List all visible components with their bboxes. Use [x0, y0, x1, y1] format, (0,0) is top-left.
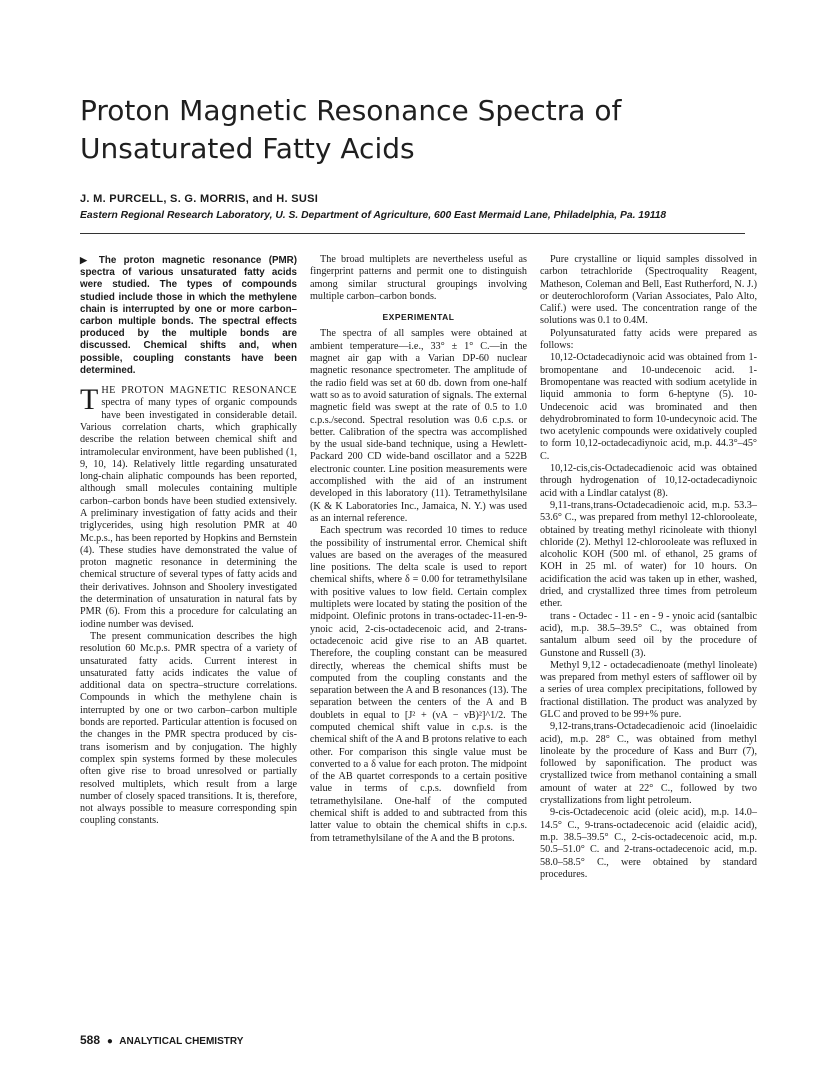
paragraph-santalbic: trans - Octadec - 11 - en - 9 - ynoic acid (santalbic acid), m.p. 38.5–39.5° C., was obtained from santalum album seed oil by the procedure of Gunstone and Russell (3). — [540, 610, 757, 659]
header-divider — [80, 233, 745, 234]
abstract — [80, 254, 297, 377]
intro-body-1: spectra of many types of organic compounds have been investigated in considerable detail. Various correlation charts, which graphically describe the relation between chemical shift and intramolecular environment, have been published (1, 9, 10, 14). Relatively little regarding unsaturated long-chain aliphatic compounds has been reported, although small molecules containing multiple carbon–carbon bonds have been studied extensively. A preliminary investigation of fatty acids and their triglycerides, using high resolution PMR at 40 Mc.p.s., has been reported by Hopkins and Bernstein (4). These studies have demonstrated the value of proton magnetic resonance in determining the chemical structure of several types of fatty acids and their derivatives. Johnson and Shoolery investigated the determination of unsaturation in natural fats by PMR (6). From this a procedure for calculating an iodine number was devised. — [80, 397, 297, 630]
column-3 — [540, 254, 757, 881]
paragraph-diynoic: 10,12-Octadecadiynoic acid was obtained from 1-bromopentane and 10-undecenoic acid. 1-Bromopentane was reacted with sodium acetylide in liquid ammonia to form 6-heptyne (5). 10-Undecenoic acid was brominated and then dehydrobrominated to form 10-undecynoic acid. The two acetylenic compounds were oxidatively coupled to form 10,12-octadecadiynoic acid, m.p. 44.3°–45° C. — [540, 352, 757, 462]
paragraph-trans-trans-9-11: 9,11-trans,trans-Octadecadienoic acid, m.p. 53.3–53.6° C., was prepared from methyl 12-chlorooleate, obtained by treating methyl ricinoleate with thionyl chloride (2). Methyl 12-chlorooleate was refluxed in alcoholic KOH (500 ml. of ethanol, 25 grams of KOH in 25 ml. of water) for 10 hours. On acidification the acid was taken up in ether, washed, dried, and crystallized three times from petroleum ether. — [540, 499, 757, 610]
paragraph-recording: Each spectrum was recorded 10 times to reduce the possibility of instrumental error. Chemical shift values are based on the averages of the measured line positions. The delta scale is used to report chemical shifts, where δ = 0.00 for tetramethylsilane with positive values to low field. Certain complex multiplets were located by stating the position of the midpoint. Olefinic protons in trans-octadec-11-en-9-ynoic acid, 2-cis-octadecenoic acid, and 2-trans-octadecenoic acid give rise to an AB quartet. Therefore, the coupling constant can be measured directly, whereas the chemical shifts must be computed from the coupling constants and the separation between the A and B resonances (13). The separation between the centers of the A and B doublets in equal to [J² + (νA − νB)²]^1/2. The computed chemical shift value in c.p.s. is the chemical shift of the A and B protons relative to each other. For comparison this single value must be converted to a δ value for each proton. The midpoint of the AB quartet corresponds to a certain positive value in terms of c.p.s. downfield from tetramethylsilane. One-half of the computed chemical shift is added to and subtracted from this latter value to obtain the chemical shifts in c.p.s. from tetramethylsilane of the A and the B protons. — [310, 525, 527, 844]
intro-paragraph-2: The present communication describes the high resolution 60 Mc.p.s. PMR spectra of a variety of unsaturated fatty acids. Current interest in unsaturated fatty acids indicates the value of additional data on spectra–structure correlations. Compounds in which the methylene chain is interrupted by one or two carbon–carbon multiple bonds are reported. Particular attention is focused on the changes in the PMR spectra produced by cis-trans isomerism and by conjugation. The highly complex spin systems formed by these molecules often give rise to broad unresolved or partially resolved multiplets, which result from a large number of closely spaced transitions. It is, therefore, not always possible to measure corresponding spin coupling constants. — [80, 630, 297, 827]
paragraph-multiplets: The broad multiplets are nevertheless useful as fingerprint patterns and permit one to distinguish among similar structural groupings involving multiple carbon–carbon bonds. — [310, 254, 527, 302]
author-list: J. M. PURCELL, S. G. MORRIS, and H. SUSI — [80, 193, 319, 205]
intro-paragraph-1 — [80, 385, 297, 631]
journal-name: ANALYTICAL CHEMISTRY — [119, 1036, 244, 1047]
footer-bullet-icon: ● — [106, 1036, 113, 1047]
abstract-text: The proton magnetic resonance (PMR) spectra of various unsaturated fatty acids were studied. The types of compounds studied include those in which the methylene chain is interrupted by one or more carbon–carbon multiple bonds. The spectral effects produced by the multiple bonds are discussed. Chemical shifts and, when possible, coupling constants have been determined. — [80, 255, 297, 376]
paragraph-cis-cis: 10,12-cis,cis-Octadecadienoic acid was obtained through hydrogenation of 10,12-octadecadiynoic acid with a Lindlar catalyst (8). — [540, 463, 757, 499]
section-heading-experimental: EXPERIMENTAL — [382, 312, 455, 323]
column-2 — [310, 254, 527, 845]
abstract-marker-icon: ▶ — [80, 255, 92, 265]
drop-cap: T — [80, 383, 99, 417]
intro-lead: HE PROTON MAGNETIC RESONANCE — [101, 385, 297, 397]
paragraph-linoelaidic: 9,12-trans,trans-Octadecadienoic acid (linoelaidic acid), m.p. 28° C., was obtained from methyl linoleate by the procedure of Kass and Burr (7), followed by saponification. The product was crystallized twice from methanol containing a small amount of water at 22° C., followed by two crystallizations from light petroleum. — [540, 721, 757, 807]
paragraph-samples: Pure crystalline or liquid samples dissolved in carbon tetrachloride (Spectroquality Reagent, Matheson, Coleman and Bell, East Rutherford, N. J.) or deuterochloroform (Varian Associates, Palo Alto, Calif.) were used. The concentration range of the solutions was 0.1 to 0.4M. — [540, 254, 757, 327]
page-number: 588 — [80, 1033, 101, 1047]
paragraph-prep: Polyunsaturated fatty acids were prepared as follows: — [540, 327, 757, 352]
article-title: Proton Magnetic Resonance Spectra of Unsaturated Fatty Acids — [80, 94, 622, 165]
column-1 — [80, 254, 297, 828]
paragraph-oleic: 9-cis-Octadecenoic acid (oleic acid), m.p. 14.0–14.5° C., 9-trans-octadecenoic acid (elaidic acid), m.p. 38.5–39.5° C., 2-cis-octadecenoic acid, m.p. 50.5–51.0° C. and 2-trans-octadecenoic acid, m.p. 58.0–58.5° C., were obtained by standard procedures. — [540, 807, 757, 880]
paragraph-linoleate: Methyl 9,12 - octadecadienoate (methyl linoleate) was prepared from methyl esters of safflower oil by a series of urea complex precipitations, followed by fractional distillation. The product was analyzed by GLC and proved to be 99+% pure. — [540, 659, 757, 720]
page-footer — [80, 1033, 243, 1047]
paragraph-spectra: The spectra of all samples were obtained at ambient temperature—i.e., 33° ± 1° C.—in the magnet air gap with a Varian DP-60 nuclear magnetic resonance spectrometer. The amplitude of the radio field was set at 60 db. down from one-half watt so as to avoid saturation of signals. The external magnetic field was swept at the rate of 0.5 to 1.0 c.p.s./second. Spectral resolution was 0.6 c.p.s. or better. Calibration of the spectra was accomplished by the usual side-band technique, using a Hewlett-Packard 200 CD wide-band oscillator and a 522B electronic counter. Line position measurements were accomplished with the aid of an instrument developed in this laboratory (11). Tetramethylsilane (K & K Laboratories Inc., Jamaica, N. Y.) was used as an internal reference. — [310, 328, 527, 524]
affiliation: Eastern Regional Research Laboratory, U. S. Department of Agriculture, 600 East Mermaid Lane, Philadelphia, Pa. 19118 — [80, 210, 667, 221]
